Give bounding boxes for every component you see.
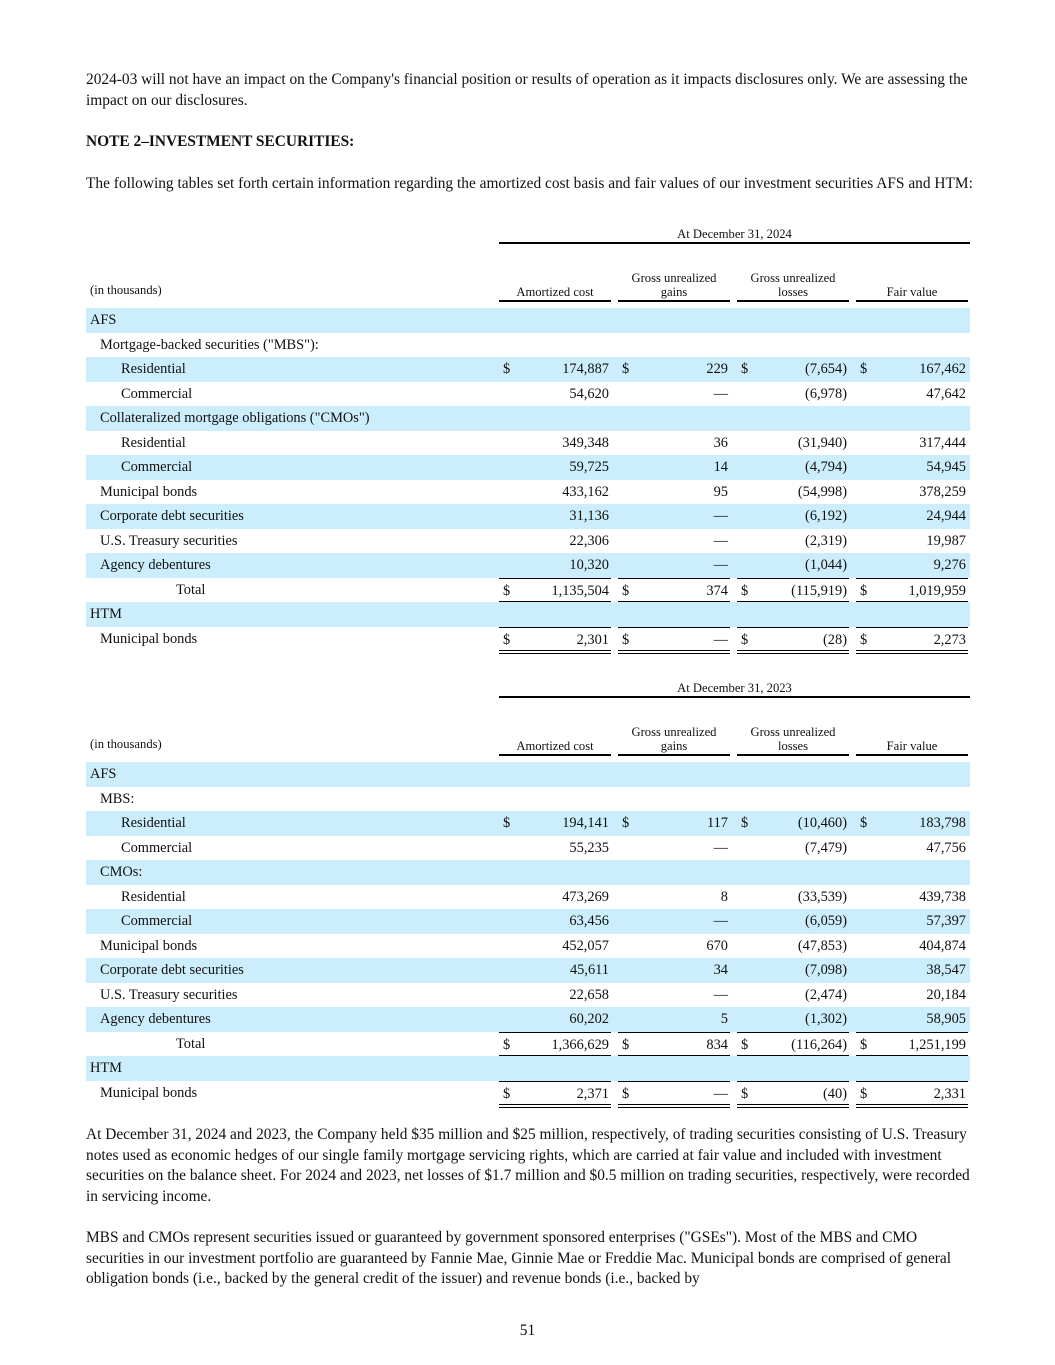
currency-symbol: $ bbox=[860, 1036, 868, 1053]
amortized-cost-cell bbox=[499, 1081, 611, 1104]
gse-paragraph: MBS and CMOs represent securities issued or guaranteed by government sponsored enterprises ("GSEs"). Most of the MBS and CMO securities in our investment portfolio are guaranteed by Fannie Mae, Ginnie Mae or Freddie Mac. Municipal bonds are comprised of general obligation bonds (i.e., backed by the general credit of the issuer) and revenue bonds (i.e., backed by bbox=[86, 1229, 952, 1287]
cell-value: 183,798 bbox=[919, 815, 966, 831]
unrealized-losses-cell bbox=[737, 627, 849, 650]
amortized-cost-cell bbox=[499, 455, 611, 480]
cell-value: (4,794) bbox=[805, 459, 847, 475]
fair-value-cell bbox=[856, 1007, 968, 1032]
cell-value: 54,620 bbox=[569, 385, 609, 402]
cell-value: 174,887 bbox=[562, 361, 609, 377]
cell-value: 95 bbox=[713, 483, 728, 500]
table-row bbox=[86, 934, 970, 959]
currency-symbol: $ bbox=[503, 582, 511, 599]
cell-value: 5 bbox=[720, 1011, 728, 1027]
amortized-cost-cell bbox=[499, 553, 611, 578]
unrealized-losses-cell bbox=[737, 382, 849, 407]
col-fair-value: Fair value bbox=[856, 285, 968, 302]
cell-value: 229 bbox=[706, 361, 728, 377]
cell-value: (7,654) bbox=[805, 361, 847, 377]
amortized-cost-cell bbox=[499, 578, 611, 601]
cell-value: — bbox=[713, 385, 728, 402]
period-header: At December 31, 2024 bbox=[499, 226, 970, 244]
row-label: Residential bbox=[121, 434, 186, 451]
cell-value: (7,098) bbox=[805, 962, 847, 978]
table-row bbox=[86, 333, 970, 358]
tables-intro-paragraph: The following tables set forth certain information regarding the amortized cost basis and fair values of our investment securities AFS and HTM: bbox=[86, 175, 973, 192]
unrealized-losses-cell bbox=[737, 1081, 849, 1104]
unrealized-losses-cell bbox=[737, 1007, 849, 1032]
amortized-cost-cell bbox=[499, 1007, 611, 1032]
cell-value: (6,059) bbox=[805, 913, 847, 929]
currency-symbol: $ bbox=[503, 1085, 511, 1102]
unrealized-losses-cell bbox=[737, 983, 849, 1008]
currency-symbol: $ bbox=[503, 815, 511, 831]
unrealized-losses-cell bbox=[737, 811, 849, 836]
cell-value: 9,276 bbox=[933, 557, 966, 573]
table-row bbox=[86, 958, 970, 983]
table-row bbox=[86, 836, 970, 861]
note-heading: NOTE 2–INVESTMENT SECURITIES: bbox=[86, 133, 355, 150]
unrealized-losses-cell bbox=[737, 357, 849, 382]
cell-value: 60,202 bbox=[569, 1011, 609, 1027]
amortized-cost-cell bbox=[499, 909, 611, 934]
cell-value: 57,397 bbox=[926, 913, 966, 929]
row-label: Corporate debt securities bbox=[100, 508, 244, 524]
currency-symbol: $ bbox=[741, 631, 749, 648]
row-label: Agency debentures bbox=[100, 1011, 211, 1027]
table-row bbox=[86, 455, 970, 480]
cell-value: 24,944 bbox=[926, 508, 966, 524]
cell-value: (6,978) bbox=[805, 385, 847, 402]
row-label: HTM bbox=[90, 606, 122, 622]
amortized-cost-cell bbox=[499, 357, 611, 382]
cell-value: 194,141 bbox=[562, 815, 609, 831]
row-label: Total bbox=[176, 581, 206, 598]
cell-value: (33,539) bbox=[797, 888, 847, 905]
cell-value: 473,269 bbox=[562, 888, 609, 905]
table-row-total bbox=[86, 578, 970, 603]
currency-symbol: $ bbox=[741, 1036, 749, 1053]
cell-value: 54,945 bbox=[926, 459, 966, 475]
cell-value: 38,547 bbox=[926, 962, 966, 978]
cell-value: 452,057 bbox=[562, 937, 609, 954]
table-body bbox=[86, 308, 970, 651]
cell-value: 14 bbox=[713, 459, 728, 475]
cell-value: — bbox=[713, 839, 728, 856]
cell-value: — bbox=[713, 1085, 728, 1102]
cell-value: 117 bbox=[706, 815, 728, 831]
unrealized-losses-cell bbox=[737, 836, 849, 861]
row-label: Residential bbox=[121, 888, 186, 905]
row-label: Commercial bbox=[121, 913, 193, 929]
cell-value: 31,136 bbox=[569, 508, 609, 524]
amortized-cost-cell bbox=[499, 983, 611, 1008]
cell-value: — bbox=[713, 532, 728, 549]
col-gross-unrealized-losses: Gross unrealized losses bbox=[737, 725, 849, 756]
row-label: Residential bbox=[121, 361, 186, 377]
fair-value-cell bbox=[856, 811, 968, 836]
currency-symbol: $ bbox=[622, 1085, 630, 1102]
col-amortized-cost: Amortized cost bbox=[499, 285, 611, 302]
table-row bbox=[86, 909, 970, 934]
table-row bbox=[86, 308, 970, 333]
amortized-cost-cell bbox=[499, 958, 611, 983]
fair-value-cell bbox=[856, 934, 968, 959]
column-headers bbox=[86, 246, 970, 302]
intro-paragraph: 2024-03 will not have an impact on the Company's financial position or results of operation as it impacts disclosures only. We are assessing the impact on our disclosures. bbox=[86, 71, 968, 109]
table-row bbox=[86, 860, 970, 885]
row-label: AFS bbox=[90, 312, 117, 328]
cell-value: 2,371 bbox=[576, 1085, 609, 1102]
column-headers bbox=[86, 700, 970, 756]
table-row bbox=[86, 382, 970, 407]
cell-value: 34 bbox=[713, 962, 728, 978]
row-label: U.S. Treasury securities bbox=[100, 986, 238, 1003]
fair-value-cell bbox=[856, 431, 968, 456]
row-label: Municipal bonds bbox=[100, 630, 198, 647]
cell-value: 374 bbox=[706, 582, 728, 599]
cell-value: (6,192) bbox=[805, 508, 847, 524]
unrealized-gains-cell bbox=[618, 1032, 730, 1055]
currency-symbol: $ bbox=[503, 631, 511, 648]
unrealized-losses-cell bbox=[737, 578, 849, 601]
row-label: HTM bbox=[90, 1060, 122, 1076]
row-label: Commercial bbox=[121, 459, 193, 475]
unrealized-gains-cell bbox=[618, 357, 730, 382]
amortized-cost-cell bbox=[499, 885, 611, 910]
fair-value-cell bbox=[856, 578, 968, 601]
unrealized-gains-cell bbox=[618, 578, 730, 601]
currency-symbol: $ bbox=[741, 815, 749, 831]
row-label: Municipal bonds bbox=[100, 1084, 198, 1101]
unrealized-gains-cell bbox=[618, 1007, 730, 1032]
col-gross-unrealized-gains: Gross unrealized gains bbox=[618, 725, 730, 756]
amortized-cost-cell bbox=[499, 1032, 611, 1055]
unrealized-gains-cell bbox=[618, 455, 730, 480]
table-row bbox=[86, 406, 970, 431]
unrealized-losses-cell bbox=[737, 885, 849, 910]
cell-value: (115,919) bbox=[791, 582, 847, 599]
row-label: Corporate debt securities bbox=[100, 962, 244, 978]
currency-symbol: $ bbox=[622, 815, 630, 831]
currency-symbol: $ bbox=[622, 361, 630, 377]
fair-value-cell bbox=[856, 627, 968, 650]
table-row-total bbox=[86, 1032, 970, 1057]
currency-symbol: $ bbox=[741, 361, 749, 377]
row-label: U.S. Treasury securities bbox=[100, 532, 238, 549]
unrealized-losses-cell bbox=[737, 934, 849, 959]
unrealized-gains-cell bbox=[618, 553, 730, 578]
row-label: Total bbox=[176, 1035, 206, 1052]
cell-value: — bbox=[713, 986, 728, 1003]
cell-value: 670 bbox=[706, 937, 728, 954]
cell-value: 1,135,504 bbox=[551, 582, 609, 599]
cell-value: (47,853) bbox=[797, 937, 847, 954]
amortized-cost-cell bbox=[499, 934, 611, 959]
cell-value: 19,987 bbox=[926, 532, 966, 549]
page-number: 51 bbox=[519, 1322, 536, 1339]
table-row bbox=[86, 357, 970, 382]
amortized-cost-cell bbox=[499, 382, 611, 407]
table-row bbox=[86, 553, 970, 578]
cell-value: — bbox=[713, 557, 728, 573]
fair-value-cell bbox=[856, 357, 968, 382]
cell-value: 2,301 bbox=[576, 631, 609, 648]
fair-value-cell bbox=[856, 983, 968, 1008]
table-row-total bbox=[86, 1081, 970, 1106]
unrealized-gains-cell bbox=[618, 934, 730, 959]
unrealized-gains-cell bbox=[618, 431, 730, 456]
table-row bbox=[86, 811, 970, 836]
cell-value: (1,302) bbox=[805, 1011, 847, 1027]
unrealized-losses-cell bbox=[737, 958, 849, 983]
cell-value: 834 bbox=[706, 1036, 728, 1053]
unrealized-gains-cell bbox=[618, 382, 730, 407]
cell-value: (54,998) bbox=[797, 483, 847, 500]
table-row bbox=[86, 1007, 970, 1032]
cell-value: 55,235 bbox=[569, 839, 609, 856]
row-label: AFS bbox=[90, 766, 117, 782]
table-row-total bbox=[86, 627, 970, 652]
cell-value: 2,331 bbox=[933, 1085, 966, 1102]
unrealized-losses-cell bbox=[737, 553, 849, 578]
cell-value: 8 bbox=[720, 888, 728, 905]
unrealized-gains-cell bbox=[618, 811, 730, 836]
col-amortized-cost: Amortized cost bbox=[499, 739, 611, 756]
amortized-cost-cell bbox=[499, 431, 611, 456]
cell-value: (2,319) bbox=[805, 532, 847, 549]
table-row bbox=[86, 529, 970, 554]
period-header: At December 31, 2023 bbox=[499, 680, 970, 698]
unit-label: (in thousands) bbox=[90, 283, 162, 297]
cell-value: 1,019,959 bbox=[908, 582, 966, 599]
cell-value: 10,320 bbox=[569, 557, 609, 573]
cell-value: 36 bbox=[713, 434, 728, 451]
cell-value: — bbox=[713, 508, 728, 524]
unrealized-gains-cell bbox=[618, 1081, 730, 1104]
row-label: MBS: bbox=[100, 790, 135, 807]
col-fair-value: Fair value bbox=[856, 739, 968, 756]
cell-value: (40) bbox=[823, 1085, 847, 1102]
currency-symbol: $ bbox=[741, 582, 749, 599]
cell-value: 47,756 bbox=[926, 839, 966, 856]
cell-value: 439,738 bbox=[919, 888, 966, 905]
unrealized-gains-cell bbox=[618, 958, 730, 983]
col-gross-unrealized-gains: Gross unrealized gains bbox=[618, 271, 730, 302]
unrealized-gains-cell bbox=[618, 909, 730, 934]
row-label: Municipal bonds bbox=[100, 937, 198, 954]
currency-symbol: $ bbox=[503, 361, 511, 377]
cell-value: 45,611 bbox=[569, 962, 609, 978]
unit-label: (in thousands) bbox=[90, 737, 162, 751]
cell-value: 404,874 bbox=[919, 937, 966, 954]
unrealized-gains-cell bbox=[618, 480, 730, 505]
amortized-cost-cell bbox=[499, 811, 611, 836]
cell-value: 1,366,629 bbox=[551, 1036, 609, 1053]
cell-value: (1,044) bbox=[805, 557, 847, 573]
cell-value: (2,474) bbox=[805, 986, 847, 1003]
unrealized-losses-cell bbox=[737, 431, 849, 456]
amortized-cost-cell bbox=[499, 529, 611, 554]
table-row bbox=[86, 787, 970, 812]
fair-value-cell bbox=[856, 958, 968, 983]
cell-value: 20,184 bbox=[926, 986, 966, 1003]
amortized-cost-cell bbox=[499, 480, 611, 505]
row-label: Commercial bbox=[121, 839, 193, 856]
fair-value-cell bbox=[856, 480, 968, 505]
cell-value: 167,462 bbox=[919, 361, 966, 377]
cell-value: (7,479) bbox=[805, 839, 847, 856]
cell-value: (10,460) bbox=[797, 815, 847, 831]
cell-value: (28) bbox=[823, 631, 847, 648]
row-label: Residential bbox=[121, 815, 186, 831]
trading-securities-paragraph: At December 31, 2024 and 2023, the Company held $35 million and $25 million, respectively, of trading securities consisting of U.S. Treasury notes used as economic hedges of our single family mortgage servicing rights, which are carried at fair value and included with investment securities on the balance sheet. For 2024 and 2023, net losses of $1.7 million and $0.5 million on trading securities, respectively, were recorded in servicing income. bbox=[86, 1126, 970, 1205]
unrealized-gains-cell bbox=[618, 836, 730, 861]
cell-value: 349,348 bbox=[562, 434, 609, 451]
table-row bbox=[86, 504, 970, 529]
table-row bbox=[86, 885, 970, 910]
unrealized-losses-cell bbox=[737, 480, 849, 505]
cell-value: 63,456 bbox=[569, 913, 609, 929]
unrealized-losses-cell bbox=[737, 529, 849, 554]
row-label: Collateralized mortgage obligations ("CMOs") bbox=[100, 410, 370, 426]
currency-symbol: $ bbox=[622, 582, 630, 599]
fair-value-cell bbox=[856, 1081, 968, 1104]
fair-value-cell bbox=[856, 504, 968, 529]
currency-symbol: $ bbox=[622, 1036, 630, 1053]
fair-value-cell bbox=[856, 885, 968, 910]
table-row bbox=[86, 1056, 970, 1081]
table-row bbox=[86, 480, 970, 505]
amortized-cost-cell bbox=[499, 504, 611, 529]
fair-value-cell bbox=[856, 1032, 968, 1055]
currency-symbol: $ bbox=[860, 815, 868, 831]
currency-symbol: $ bbox=[860, 631, 868, 648]
unrealized-losses-cell bbox=[737, 504, 849, 529]
cell-value: (116,264) bbox=[791, 1036, 847, 1053]
cell-value: 58,905 bbox=[926, 1011, 966, 1027]
unrealized-losses-cell bbox=[737, 909, 849, 934]
cell-value: 317,444 bbox=[919, 434, 966, 451]
currency-symbol: $ bbox=[741, 1085, 749, 1102]
unrealized-gains-cell bbox=[618, 627, 730, 650]
fair-value-cell bbox=[856, 553, 968, 578]
table-row bbox=[86, 762, 970, 787]
cell-value: — bbox=[713, 631, 728, 648]
currency-symbol: $ bbox=[622, 631, 630, 648]
unrealized-gains-cell bbox=[618, 885, 730, 910]
cell-value: 378,259 bbox=[919, 483, 966, 500]
currency-symbol: $ bbox=[860, 361, 868, 377]
table-body bbox=[86, 762, 970, 1105]
row-label: CMOs: bbox=[100, 864, 143, 880]
cell-value: 2,273 bbox=[933, 631, 966, 648]
row-label: Commercial bbox=[121, 385, 193, 402]
currency-symbol: $ bbox=[860, 582, 868, 599]
cell-value: 47,642 bbox=[926, 385, 966, 402]
unrealized-losses-cell bbox=[737, 455, 849, 480]
amortized-cost-cell bbox=[499, 836, 611, 861]
cell-value: 22,658 bbox=[569, 986, 609, 1003]
table-row bbox=[86, 602, 970, 627]
cell-value: 433,162 bbox=[562, 483, 609, 500]
cell-value: 1,251,199 bbox=[908, 1036, 966, 1053]
row-label: Municipal bonds bbox=[100, 483, 198, 500]
amortized-cost-cell bbox=[499, 627, 611, 650]
row-label: Mortgage-backed securities ("MBS"): bbox=[100, 336, 319, 353]
cell-value: — bbox=[713, 913, 728, 929]
currency-symbol: $ bbox=[503, 1036, 511, 1053]
table-row bbox=[86, 983, 970, 1008]
cell-value: 22,306 bbox=[569, 532, 609, 549]
row-label: Agency debentures bbox=[100, 557, 211, 573]
unrealized-gains-cell bbox=[618, 983, 730, 1008]
fair-value-cell bbox=[856, 455, 968, 480]
col-gross-unrealized-losses: Gross unrealized losses bbox=[737, 271, 849, 302]
fair-value-cell bbox=[856, 529, 968, 554]
fair-value-cell bbox=[856, 382, 968, 407]
cell-value: (31,940) bbox=[797, 434, 847, 451]
table-row bbox=[86, 431, 970, 456]
unrealized-gains-cell bbox=[618, 504, 730, 529]
cell-value: 59,725 bbox=[569, 459, 609, 475]
fair-value-cell bbox=[856, 836, 968, 861]
fair-value-cell bbox=[856, 909, 968, 934]
currency-symbol: $ bbox=[860, 1085, 868, 1102]
unrealized-losses-cell bbox=[737, 1032, 849, 1055]
unrealized-gains-cell bbox=[618, 529, 730, 554]
